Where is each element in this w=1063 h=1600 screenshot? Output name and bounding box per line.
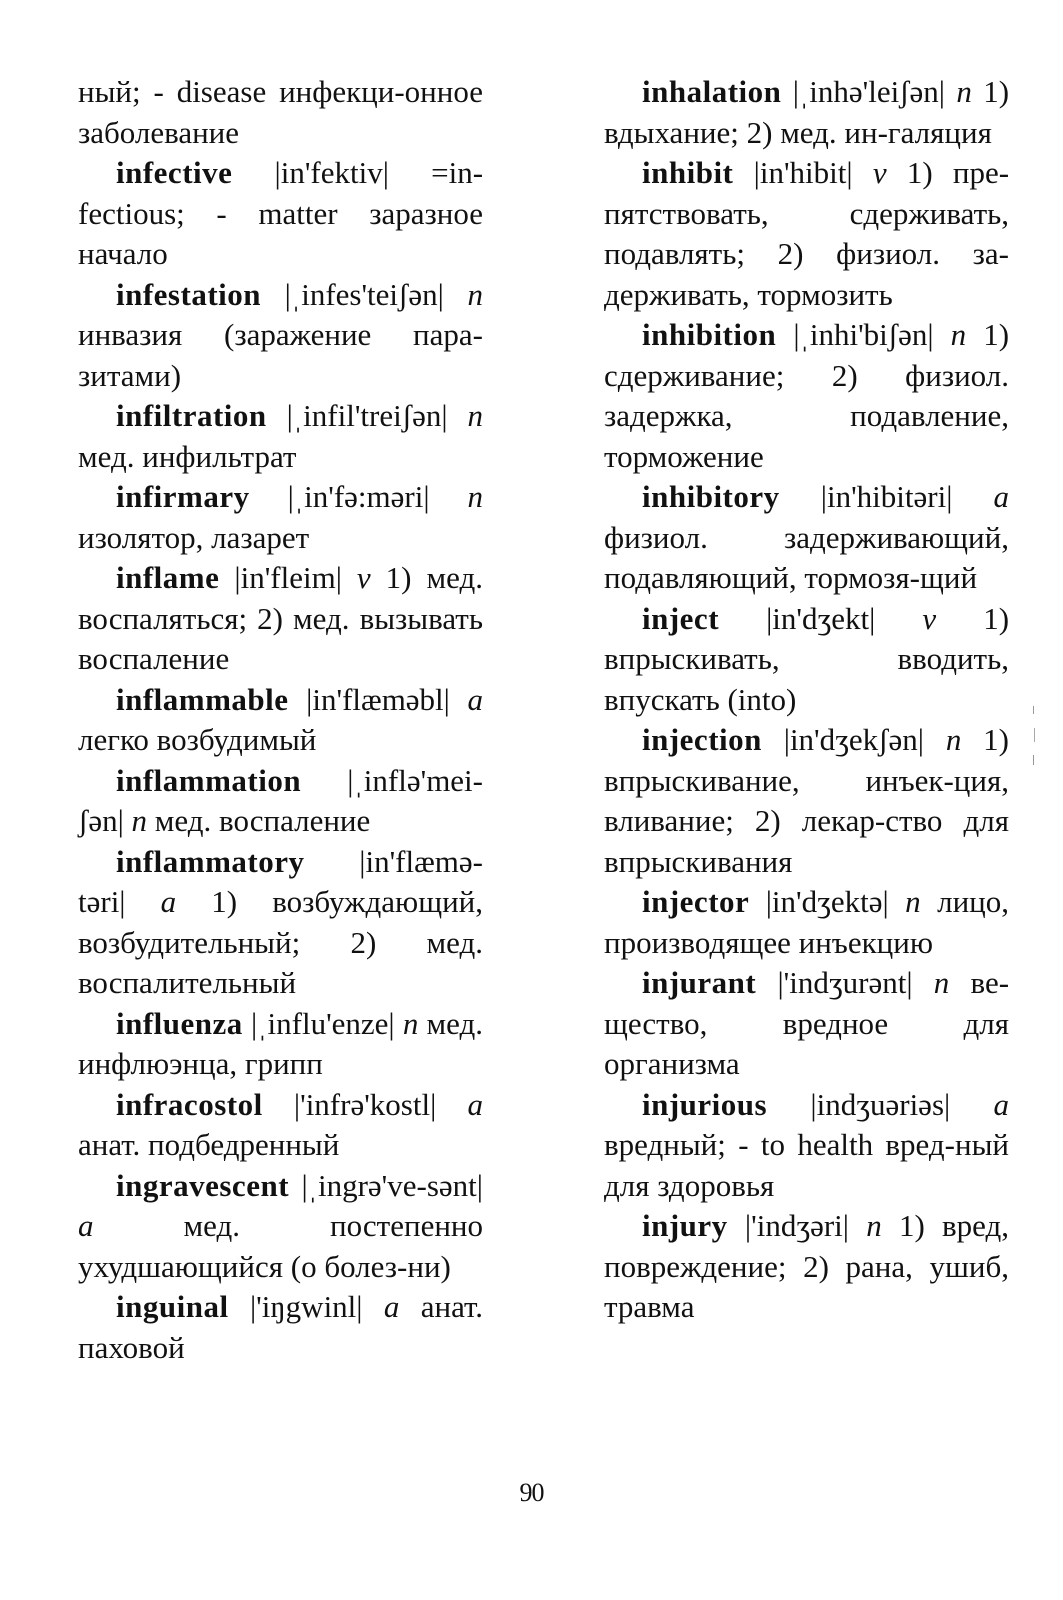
entry-part-of-speech: v: [872, 155, 887, 190]
entry-headword: infiltration: [116, 398, 267, 433]
entry-headword: inhibitory: [642, 479, 780, 514]
entry-definition: 1) вред, повреждение; 2) рана, ушиб, травма: [604, 1208, 1010, 1324]
entry-definition: 1) сдерживание; 2) физиол. задержка, подавление, торможение: [604, 317, 1010, 474]
entry-influenza: [78, 1004, 483, 1085]
entry-headword: inflammation: [116, 762, 302, 798]
entry-part-of-speech: n: [950, 317, 967, 352]
entry-part-of-speech: n: [933, 965, 950, 1000]
entry-infiltration: [78, 396, 483, 477]
entry-headword: inflame: [116, 560, 220, 595]
entry-part-of-speech: a: [467, 681, 483, 717]
entry-transcription: |in'flæməbl|: [306, 681, 450, 717]
entry-inguinal: [78, 1287, 483, 1368]
entry-definition: лицо, производящее инъекцию: [604, 884, 1010, 960]
entry-definition: инвазия (заражение пара-зитами): [78, 317, 483, 393]
entry-definition: =in-fectious; - matter заразное начало: [78, 155, 484, 271]
entry-definition: мед. инфильтрат: [78, 438, 297, 474]
entry-transcription: |ˌingrə've-sənt|: [301, 1167, 483, 1203]
entry-transcription: |in'dʒekʃən|: [783, 722, 924, 757]
entry-inflammation: [78, 761, 483, 842]
entry-part-of-speech: v: [922, 600, 937, 636]
entry-transcription: |ˌinfil'treiʃən|: [286, 398, 448, 433]
entry-transcription: |'indʒurənt|: [777, 965, 913, 1000]
entry-headword: injector: [642, 884, 750, 919]
entry-headword: infirmary: [116, 479, 250, 514]
entry-part-of-speech: n: [467, 276, 483, 312]
entry-headword: inhibition: [642, 317, 777, 352]
entry-part-of-speech: a: [383, 1289, 400, 1324]
entry-transcription: |in'hibit|: [753, 155, 853, 190]
entry-part-of-speech: n: [467, 398, 484, 433]
entry-transcription: |'iŋgwinl|: [249, 1289, 363, 1324]
entry-transcription: |'infrə'kostl|: [293, 1086, 437, 1122]
entry-headword: inflammatory: [116, 843, 305, 879]
entry-headword: inhalation: [642, 74, 782, 109]
entry-transcription: |ˌinflu'enze|: [250, 1005, 395, 1041]
entry-definition: ве-щество, вредное для организма: [604, 965, 1010, 1081]
entry-definition: изолятор, лазарет: [78, 519, 310, 555]
entry-part-of-speech: v: [356, 560, 371, 595]
entry-transcription: |ˌinhə'leiʃən|: [792, 74, 945, 109]
entry-definition: 1) впрыскивание, инъек-ция, вливание; 2) лекар-ство для впрыскивания: [604, 722, 1009, 879]
entry-part-of-speech: n: [467, 479, 484, 514]
entry-inject: [604, 599, 1009, 721]
entry-headword: injection: [642, 722, 762, 757]
entry-part-of-speech: n: [402, 1005, 419, 1041]
entry-transcription: |ˌinflə'mei-ʃən|: [78, 762, 483, 838]
entry-injection: [604, 720, 1009, 882]
entry-headword: inguinal: [116, 1289, 229, 1324]
entry-infracostol: [78, 1085, 483, 1166]
entry-transcription: |in'fleim|: [234, 560, 342, 595]
entry-injurant: [604, 963, 1009, 1085]
entry-definition: мед. постепенно ухудшающийся (о болез-ни): [78, 1208, 484, 1284]
entry-part-of-speech: n: [866, 1208, 882, 1243]
scan-specks: [1031, 700, 1037, 780]
entry-infective: [78, 153, 483, 275]
entry-definition: ный; - disease инфекци-онное заболевание: [78, 74, 483, 150]
entry-continuation: [78, 72, 483, 153]
entry-transcription: |in'fektiv|: [274, 155, 389, 190]
entry-headword: infracostol: [116, 1086, 263, 1122]
entry-definition: 1) впрыскивать, вводить, впускать (into): [604, 600, 1010, 717]
entry-definition: мед. воспаление: [154, 803, 371, 838]
entry-definition: 1) возбуждающий, возбудительный; 2) мед. воспалительный: [78, 884, 484, 1000]
entry-part-of-speech: a: [78, 1208, 94, 1243]
entry-part-of-speech: a: [993, 479, 1009, 514]
entry-transcription: |in'dʒektə|: [765, 884, 889, 919]
entry-transcription: |in'dʒekt|: [766, 600, 876, 636]
entry-injector: [604, 882, 1009, 963]
entry-inhibitory: [604, 477, 1009, 599]
entry-definition: 1) мед. воспаляться; 2) мед. вызывать воспаление: [78, 560, 483, 676]
entry-definition: легко возбудимый: [78, 722, 317, 757]
entry-definition: мед. инфлюэнца, грипп: [78, 1005, 484, 1081]
entry-inhibition: [604, 315, 1009, 477]
entry-part-of-speech: n: [945, 722, 962, 757]
entry-headword: injurious: [642, 1086, 768, 1122]
entry-transcription: |in'flæmə-təri|: [78, 843, 483, 919]
entry-transcription: |ˌinfes'teiʃən|: [284, 276, 444, 312]
entry-transcription: |ˌinhi'biʃən|: [793, 317, 934, 352]
entry-definition: вредный; - to health вред-ный для здоровья: [604, 1127, 1009, 1203]
entry-definition: анат. подбедренный: [78, 1127, 340, 1162]
entry-part-of-speech: n: [131, 803, 148, 838]
entry-headword: inhibit: [642, 155, 734, 190]
entry-headword: infective: [116, 155, 233, 190]
page-number: 90: [519, 1478, 544, 1507]
entry-headword: injury: [642, 1208, 728, 1243]
entry-transcription: |in'hibitəri|: [820, 479, 953, 514]
entry-part-of-speech: a: [160, 884, 177, 919]
entry-headword: inflammable: [116, 681, 289, 717]
entry-inhalation: [604, 72, 1009, 153]
entry-inflammatory: [78, 842, 483, 1004]
entry-inflame: [78, 558, 483, 680]
entry-injurious: [604, 1085, 1009, 1207]
entry-definition: 1) вдыхание; 2) мед. ин-галяция: [604, 74, 1010, 150]
entry-definition: 1) пре-пятствовать, сдерживать, подавлять; 2) физиол. за-держивать, тормозить: [604, 155, 1010, 312]
entry-ingravescent: [78, 1166, 483, 1288]
entry-infirmary: [78, 477, 483, 558]
entry-headword: infestation: [116, 276, 261, 312]
entry-transcription: |indʒuəriəs|: [810, 1086, 951, 1122]
entry-injury: [604, 1206, 1009, 1328]
entry-infestation: [78, 275, 483, 397]
entry-part-of-speech: n: [956, 74, 972, 109]
entry-headword: injurant: [642, 965, 757, 1000]
entry-headword: inject: [642, 600, 720, 636]
left-column: [78, 72, 483, 1368]
entry-part-of-speech: n: [905, 884, 921, 919]
entry-headword: influenza: [116, 1005, 243, 1041]
entry-part-of-speech: a: [993, 1086, 1010, 1122]
entry-part-of-speech: a: [467, 1086, 484, 1122]
entry-definition: анат. паховой: [78, 1289, 484, 1365]
entry-definition: физиол. задерживающий, подавляющий, тормозя-щий: [604, 519, 1009, 595]
entry-transcription: |'indʒəri|: [744, 1208, 849, 1243]
right-column: [604, 72, 1009, 1328]
entry-headword: ingravescent: [116, 1167, 290, 1203]
entry-inflammable: [78, 680, 483, 761]
entry-inhibit: [604, 153, 1009, 315]
entry-transcription: |ˌin'fə:məri|: [287, 479, 430, 514]
